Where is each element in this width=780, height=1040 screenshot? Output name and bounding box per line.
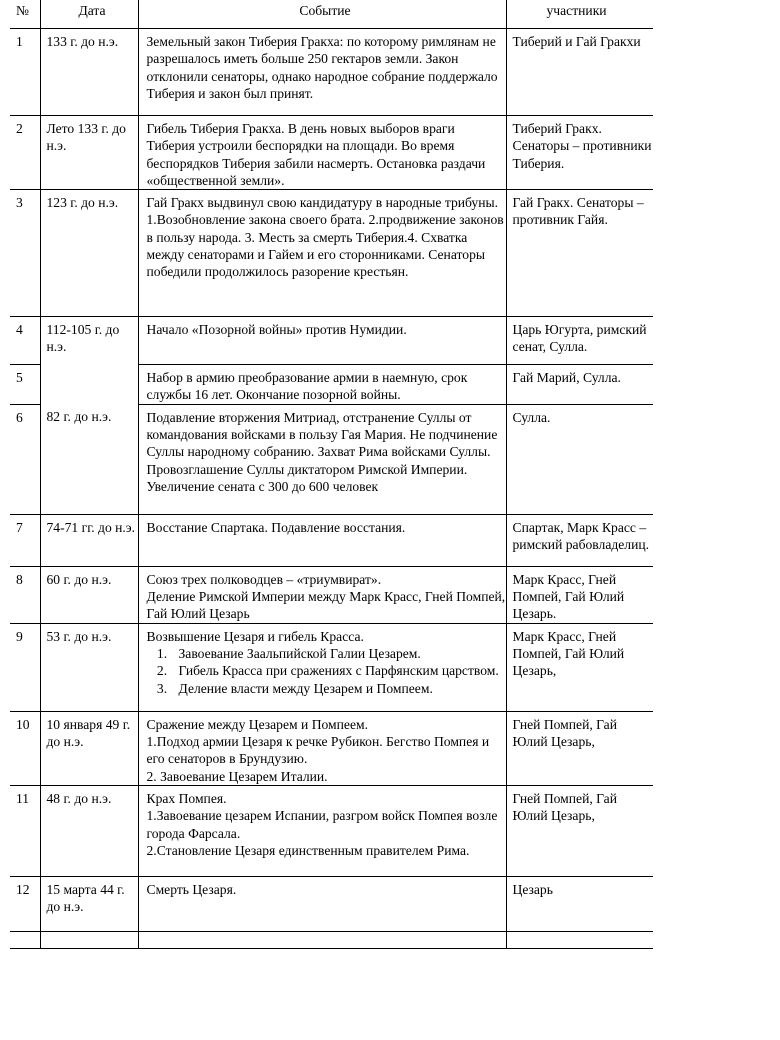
row-participants: Гай Марий, Сулла. <box>506 365 653 405</box>
event-line: Подавление вторжения Митриад, отстранение Суллы от командования войсками в пользу Гая Мария. Не подчинение Суллы народному собранию. Захват Рима войсками Суллы. Провозглашение Суллы диктатором Римской Империи. Увеличение сената с 300 до 600 человек <box>146 409 498 494</box>
table-row <box>10 876 653 931</box>
row-date: 74-71 гг. до н.э. <box>40 514 138 566</box>
event-line: Крах Помпея. <box>146 790 227 806</box>
event-line: Восстание Спартака. Подавление восстания. <box>146 519 406 535</box>
row-number: 1 <box>10 29 40 116</box>
event-line: 2.Становление Цезаря единственным правителем Рима. <box>146 842 470 858</box>
row-date: 53 г. до н.э. <box>40 623 138 711</box>
row-number: 9 <box>10 623 40 711</box>
event-line: Деление Римской Империи между Марк Красс, Гней Помпей, Гай Юлий Цезарь <box>146 589 506 622</box>
row-participants: Спартак, Марк Красс – римский рабовладелиц. <box>506 514 653 566</box>
row-number: 11 <box>10 785 40 876</box>
table-row <box>10 317 653 365</box>
empty-row <box>10 931 653 948</box>
event-line: Сражение между Цезарем и Помпеем. <box>146 716 368 732</box>
event-line: Смерть Цезаря. <box>146 881 237 897</box>
event-list-item: 3. Деление власти между Цезарем и Помпеем. <box>171 680 506 697</box>
table-row <box>10 190 653 317</box>
table-row <box>10 404 653 514</box>
row-number: 2 <box>10 116 40 190</box>
row-event <box>138 365 506 405</box>
event-list-item: 1. Завоевание Заальпийской Галии Цезарем. <box>171 645 506 662</box>
row-event <box>138 116 506 190</box>
row-event <box>138 623 506 711</box>
event-line: Земельный закон Тиберия Гракха: по которому римлянам не разрешалось иметь больше 250 гектаров земли. Закон отклонили сенаторы, однако народное собрание поддержало Тиберия и закон был принят. <box>146 34 498 101</box>
row-date: 82 г. до н.э. <box>40 404 138 514</box>
history-table <box>10 0 653 949</box>
event-line: 2. Завоевание Цезарем Италии. <box>146 768 328 784</box>
event-line: Гибель Тиберия Гракха. В день новых выборов враги Тиберия устроили беспорядки на площади. Во время беспорядков Тиберия забили насмерть. Остановка раздачи «общественной земли». <box>146 121 486 188</box>
event-line: 1.Завоевание цезарем Испании, разгром войск Помпея возле города Фарсала. <box>146 808 498 841</box>
row-participants: Марк Красс, Гней Помпей, Гай Юлий Цезарь, <box>506 623 653 711</box>
table-row <box>10 566 653 623</box>
event-line: Возвышение Цезаря и гибель Красса. <box>146 628 364 644</box>
row-participants: Гней Помпей, Гай Юлий Цезарь, <box>506 785 653 876</box>
row-date: 112-105 г. до н.э. <box>40 317 138 405</box>
row-event <box>138 514 506 566</box>
table-row <box>10 623 653 711</box>
row-date: 123 г. до н.э. <box>40 190 138 317</box>
row-participants: Сулла. <box>506 404 653 514</box>
header-number: № <box>10 0 40 29</box>
row-number: 10 <box>10 711 40 785</box>
event-list-item: 2. Гибель Красса при сражениях с Парфянским царством. <box>171 662 506 679</box>
row-number: 6 <box>10 404 40 514</box>
row-event <box>138 404 506 514</box>
table-row <box>10 785 653 876</box>
row-participants: Тиберий Гракх. Сенаторы – противники Тиберия. <box>506 116 653 190</box>
event-line: Гай Гракх выдвинул свою кандидатуру в народные трибуны. 1.Возобновление закона своего брата. 2.продвижение законов в пользу народа. 3. Месть за смерть Тиберия.4. Схватка между сенаторами и Гайем и его сторонниками. Сенаторы победили продолжилось разорение крестьян. <box>146 195 504 280</box>
row-number: 5 <box>10 365 40 405</box>
row-event <box>138 317 506 365</box>
row-date: 10 января 49 г. до н.э. <box>40 711 138 785</box>
row-date: 48 г. до н.э. <box>40 785 138 876</box>
row-event <box>138 566 506 623</box>
row-event <box>138 785 506 876</box>
row-date: 133 г. до н.э. <box>40 29 138 116</box>
row-participants: Гай Гракх. Сенаторы – противник Гайя. <box>506 190 653 317</box>
header-participants: участники <box>506 0 653 29</box>
row-number: 3 <box>10 190 40 317</box>
table-row <box>10 29 653 116</box>
row-number: 12 <box>10 876 40 931</box>
row-date: 60 г. до н.э. <box>40 566 138 623</box>
table-row <box>10 514 653 566</box>
row-participants: Гней Помпей, Гай Юлий Цезарь, <box>506 711 653 785</box>
row-number: 7 <box>10 514 40 566</box>
event-line: Начало «Позорной войны» против Нумидии. <box>146 322 407 338</box>
row-event <box>138 190 506 317</box>
row-date: Лето 133 г. до н.э. <box>40 116 138 190</box>
header-date: Дата <box>40 0 138 29</box>
table-row <box>10 711 653 785</box>
row-participants: Цезарь <box>506 876 653 931</box>
event-line: Набор в армию преобразование армии в наемную, срок службы 16 лет. Окончание позорной войны. <box>146 370 468 403</box>
row-participants: Марк Красс, Гней Помпей, Гай Юлий Цезарь. <box>506 566 653 623</box>
row-date: 15 марта 44 г. до н.э. <box>40 876 138 931</box>
event-list <box>147 645 506 697</box>
table-row <box>10 116 653 190</box>
event-line: Союз трех полководцев – «триумвират». <box>146 571 382 587</box>
row-event <box>138 876 506 931</box>
row-number: 8 <box>10 566 40 623</box>
row-participants: Тиберий и Гай Гракхи <box>506 29 653 116</box>
event-line: 1.Подход армии Цезаря к речке Рубикон. Бегство Помпея и его сенаторов в Брундузию. <box>146 734 490 767</box>
row-participants: Царь Югурта, римский сенат, Сулла. <box>506 317 653 365</box>
row-event <box>138 711 506 785</box>
row-number: 4 <box>10 317 40 365</box>
header-row <box>10 0 653 29</box>
header-event: Событие <box>138 0 506 29</box>
row-event <box>138 29 506 116</box>
